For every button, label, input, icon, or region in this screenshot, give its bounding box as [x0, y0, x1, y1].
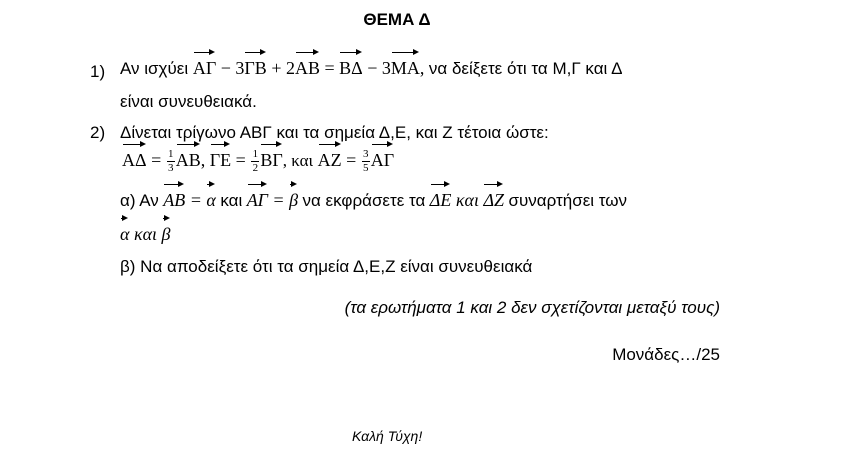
- vector-ab-italic: AB: [163, 182, 185, 209]
- question-1-line-2: είναι συνευθειακά.: [120, 92, 257, 111]
- vector-ag-2: ΑΓ: [371, 142, 394, 169]
- vector-gb: ΓΒ: [244, 50, 266, 77]
- vector-alpha: α: [206, 182, 215, 209]
- footer-good-luck: Καλή Τύχη!: [352, 428, 423, 444]
- question-2a-line-2: α και β: [120, 216, 171, 245]
- question-2a-line-1: α) Αν AB = α και ΑΓ = β να εκφράσετε τα ΔΕ και ΔΖ συναρτήσει των: [120, 182, 627, 211]
- vector-ma: ΜΑ: [391, 50, 420, 77]
- independence-note: (τα ερωτήματα 1 και 2 δεν σχετίζονται μεταξύ τους): [344, 298, 720, 317]
- vector-beta-2: β: [162, 216, 171, 243]
- question-1-line-1: Αν ισχύει ΑΓ − 3ΓΒ + 2ΑΒ = ΒΔ − 3ΜΑ, να δείξετε ότι τα Μ,Γ και Δ: [120, 50, 622, 79]
- vector-bd: ΒΔ: [339, 50, 363, 77]
- page-title: ΘΕΜΑ Δ: [363, 10, 431, 29]
- vector-ag: ΑΓ: [193, 50, 216, 77]
- question-2b: β) Να αποδείξετε ότι τα σημεία Δ,Ε,Ζ είναι συνευθειακά: [120, 257, 533, 276]
- fraction-one-third: $\frac{1}{3}$: [167, 148, 174, 175]
- vector-az: ΑΖ: [318, 142, 342, 169]
- vector-ab-2: ΑΒ: [176, 142, 201, 169]
- vector-ag-italic: ΑΓ: [247, 182, 268, 209]
- question-1-number: 1): [90, 62, 106, 81]
- vector-dz: ΔΖ: [483, 182, 504, 209]
- marks: Μονάδες…/25: [612, 345, 720, 364]
- vector-ad: ΑΔ: [122, 142, 147, 169]
- question-2-intro: Δίνεται τρίγωνο ΑΒΓ και τα σημεία Δ,Ε, και Ζ τέτοια ώστε:: [120, 123, 549, 142]
- vector-de: ΔΕ: [430, 182, 452, 209]
- fraction-three-fifths: $\frac{3}{5}$: [363, 148, 369, 175]
- vector-ab: ΑΒ: [295, 50, 320, 77]
- vector-alpha-2: α: [120, 216, 129, 243]
- question-2-number: 2): [90, 123, 106, 142]
- vector-bg: ΒΓ: [260, 142, 282, 169]
- vector-ge: ΓΕ: [210, 142, 231, 169]
- question-1-equation: ΑΓ − 3ΓΒ + 2ΑΒ = ΒΔ − 3ΜΑ,: [193, 58, 429, 78]
- fraction-one-half: $\frac{1}{2}$: [252, 148, 259, 175]
- question-1-text: να δείξετε ότι τα Μ,Γ και Δ: [428, 59, 623, 78]
- vector-beta: β: [289, 182, 298, 209]
- question-2-relations: ΑΔ = $\frac{1}{3}$ ΑΒ, ΓΕ = $\frac{1}{2}$ ΒΓ, και ΑΖ = $\frac{3}{5}$ ΑΓ: [122, 142, 394, 174]
